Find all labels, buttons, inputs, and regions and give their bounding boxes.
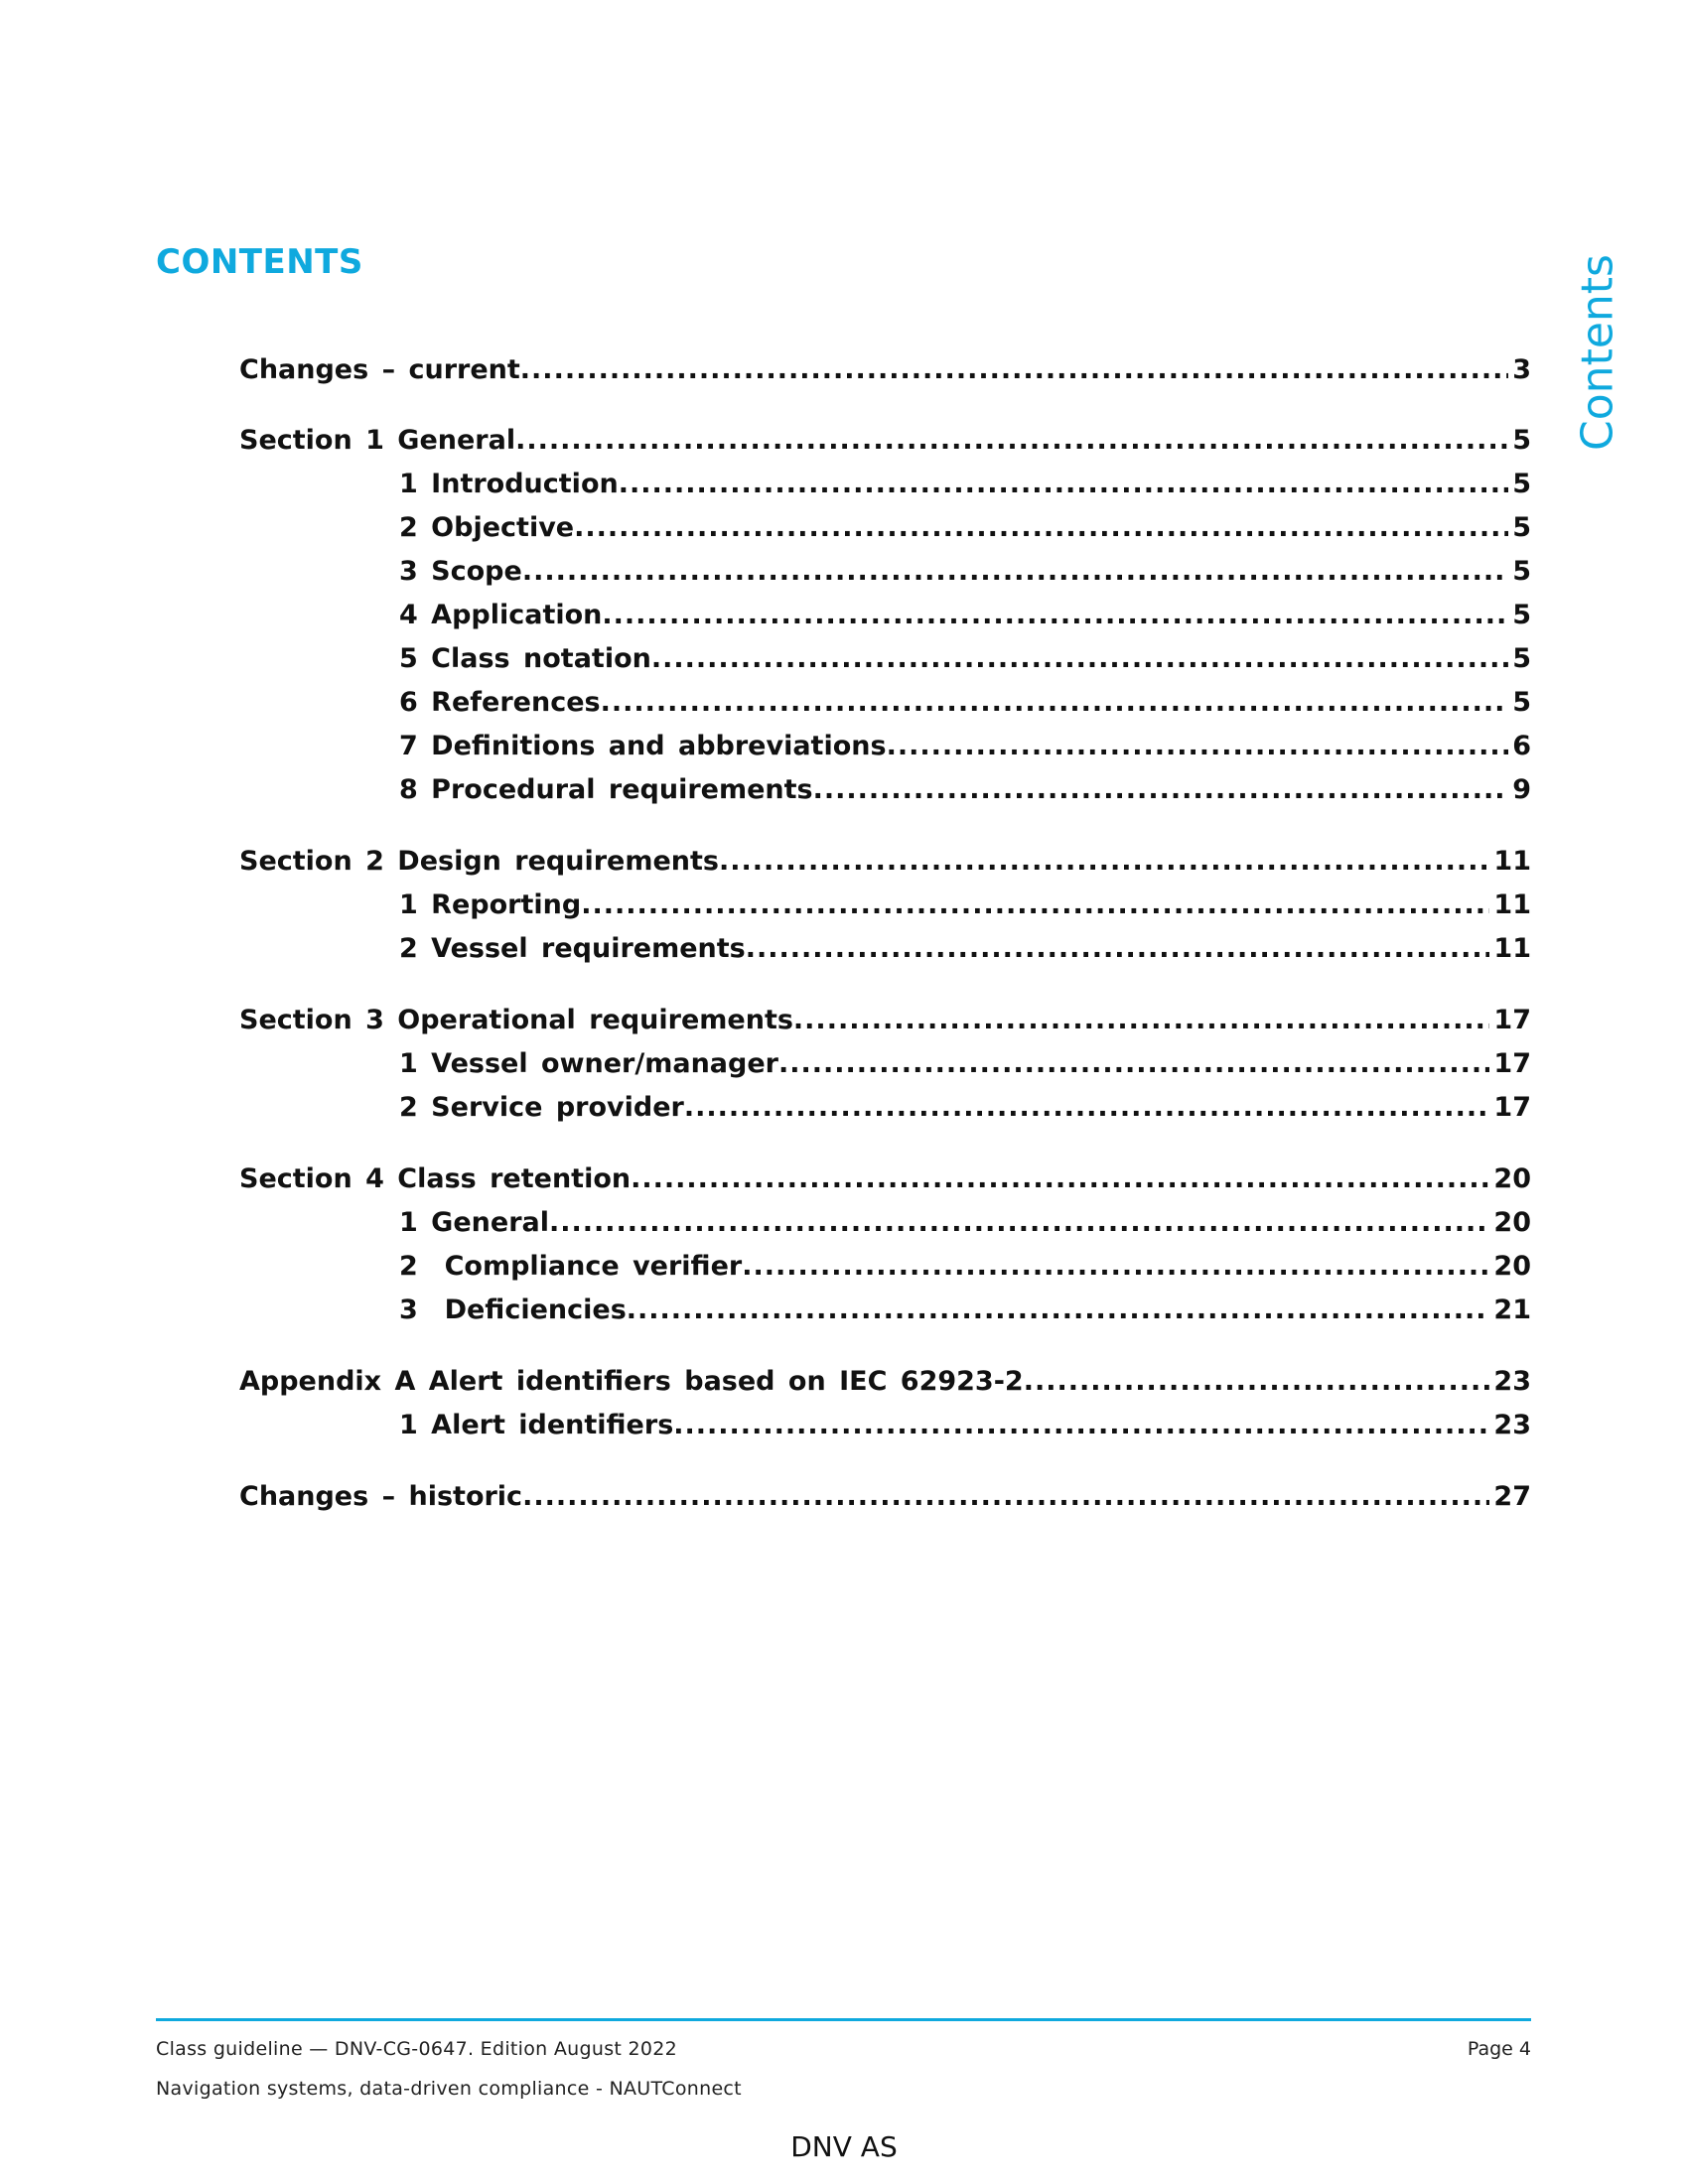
toc-entry-reporting[interactable] bbox=[399, 886, 1531, 925]
toc-entry-page: 5 bbox=[1512, 687, 1531, 718]
dot-leader bbox=[522, 1477, 1489, 1517]
toc-entry-label: 2 Objective bbox=[399, 512, 575, 543]
toc-entry-label: Section 4 Class retention bbox=[239, 1163, 632, 1194]
toc-entry-page: 5 bbox=[1512, 556, 1531, 587]
toc-entry-class-notation[interactable] bbox=[399, 639, 1531, 679]
toc-entry-label: 2 Vessel requirements bbox=[399, 933, 746, 964]
toc-entry-service-provider[interactable] bbox=[399, 1088, 1531, 1128]
toc-entry-page: 5 bbox=[1512, 469, 1531, 499]
toc-entry-compliance-verifier[interactable] bbox=[399, 1247, 1531, 1287]
toc-entry-label: 2 Service provider bbox=[399, 1092, 684, 1123]
toc-entry-application[interactable] bbox=[399, 596, 1531, 635]
toc-entry-label: Section 3 Operational requirements bbox=[239, 1005, 793, 1035]
dot-leader bbox=[601, 683, 1509, 723]
toc-entry-section-1[interactable] bbox=[239, 421, 1531, 461]
dot-leader bbox=[793, 1001, 1490, 1040]
toc-entry-label: Changes – current bbox=[239, 354, 520, 385]
toc-entry-page: 5 bbox=[1512, 512, 1531, 543]
toc-entry-label: Appendix A Alert identifiers based on IEC 62923-2 bbox=[239, 1366, 1024, 1397]
toc-entry-page: 5 bbox=[1512, 643, 1531, 674]
toc-entry-label: 1 Vessel owner/manager bbox=[399, 1048, 778, 1079]
toc-entry-page: 27 bbox=[1493, 1481, 1531, 1512]
dot-leader bbox=[673, 1406, 1489, 1445]
toc-entry-label: Changes – historic bbox=[239, 1481, 523, 1512]
toc-entry-changes-historic[interactable] bbox=[239, 1477, 1531, 1517]
toc-entry-page: 11 bbox=[1493, 889, 1531, 920]
toc-entry-vessel-requirements[interactable] bbox=[399, 929, 1531, 969]
toc-entry-label: 3 Scope bbox=[399, 556, 522, 587]
dot-leader bbox=[813, 770, 1509, 810]
dot-leader bbox=[887, 727, 1509, 766]
toc-entry-label: 4 Application bbox=[399, 600, 603, 630]
dot-leader bbox=[574, 508, 1508, 548]
toc-entry-label: 1 General bbox=[399, 1207, 549, 1238]
company-name: DNV AS bbox=[790, 2130, 898, 2163]
toc-entry-label: 8 Procedural requirements bbox=[399, 774, 813, 805]
toc-entry-label: Section 1 General bbox=[239, 425, 516, 456]
footer-document-subtitle: Navigation systems, data-driven compliance - NAUTConnect bbox=[156, 2078, 742, 2100]
dot-leader bbox=[631, 1160, 1489, 1199]
toc-entry-label: 1 Reporting bbox=[399, 889, 582, 920]
toc-entry-page: 20 bbox=[1493, 1207, 1531, 1238]
toc-entry-label: 6 References bbox=[399, 687, 601, 718]
dot-leader bbox=[719, 842, 1489, 882]
dot-leader bbox=[619, 465, 1508, 504]
footer-info bbox=[156, 2029, 742, 2109]
toc-entry-alert-identifiers[interactable] bbox=[399, 1406, 1531, 1445]
toc-entry-page: 9 bbox=[1512, 774, 1531, 805]
toc-entry-appendix-a[interactable] bbox=[239, 1362, 1531, 1402]
dot-leader bbox=[627, 1291, 1490, 1330]
toc-entry-page: 11 bbox=[1493, 933, 1531, 964]
toc-entry-changes-current[interactable] bbox=[239, 350, 1531, 390]
toc-entry-section-2[interactable] bbox=[239, 842, 1531, 882]
dot-leader bbox=[522, 552, 1508, 592]
dot-leader bbox=[746, 929, 1490, 969]
dot-leader bbox=[515, 421, 1508, 461]
toc-entry-page: 17 bbox=[1493, 1005, 1531, 1035]
dot-leader bbox=[778, 1044, 1489, 1084]
toc-entry-label: 1 Introduction bbox=[399, 469, 619, 499]
toc-entry-page: 11 bbox=[1493, 846, 1531, 877]
side-tab bbox=[1574, 248, 1621, 457]
toc-entry-page: 6 bbox=[1512, 731, 1531, 761]
toc-entry-page: 23 bbox=[1493, 1366, 1531, 1397]
toc-entry-page: 5 bbox=[1512, 600, 1531, 630]
toc-entry-objective[interactable] bbox=[399, 508, 1531, 548]
toc-entry-section-3[interactable] bbox=[239, 1001, 1531, 1040]
dot-leader bbox=[520, 350, 1508, 390]
dot-leader bbox=[549, 1203, 1489, 1243]
toc-entry-page: 23 bbox=[1493, 1410, 1531, 1440]
toc-entry-section-4[interactable] bbox=[239, 1160, 1531, 1199]
dot-leader bbox=[602, 596, 1508, 635]
toc-entry-procedural-requirements[interactable] bbox=[399, 770, 1531, 810]
toc-entry-label: 2 Compliance verifier bbox=[399, 1251, 743, 1282]
toc-entry-page: 20 bbox=[1493, 1163, 1531, 1194]
toc-entry-page: 5 bbox=[1512, 425, 1531, 456]
toc-entry-label: 7 Definitions and abbreviations bbox=[399, 731, 887, 761]
footer-divider bbox=[156, 2018, 1531, 2021]
toc-entry-label: Section 2 Design requirements bbox=[239, 846, 719, 877]
toc-entry-label: 5 Class notation bbox=[399, 643, 651, 674]
toc-entry-references[interactable] bbox=[399, 683, 1531, 723]
side-tab-label: Contents bbox=[1572, 254, 1623, 451]
page-number: Page 4 bbox=[1467, 2038, 1531, 2060]
toc-entry-page: 17 bbox=[1493, 1048, 1531, 1079]
toc-entry-page: 20 bbox=[1493, 1251, 1531, 1282]
page-title: CONTENTS bbox=[156, 242, 363, 282]
footer-document-title: Class guideline — DNV-CG-0647. Edition August 2022 bbox=[156, 2038, 678, 2060]
toc-entry-introduction[interactable] bbox=[399, 465, 1531, 504]
toc-entry-label: 1 Alert identifiers bbox=[399, 1410, 674, 1440]
dot-leader bbox=[742, 1247, 1489, 1287]
toc-entry-general[interactable] bbox=[399, 1203, 1531, 1243]
dot-leader bbox=[581, 886, 1489, 925]
toc-entry-page: 21 bbox=[1493, 1295, 1531, 1325]
toc-entry-definitions[interactable] bbox=[399, 727, 1531, 766]
dot-leader bbox=[684, 1088, 1490, 1128]
toc-entry-scope[interactable] bbox=[399, 552, 1531, 592]
toc-entry-page: 17 bbox=[1493, 1092, 1531, 1123]
toc-entry-vessel-owner[interactable] bbox=[399, 1044, 1531, 1084]
toc-entry-deficiencies[interactable] bbox=[399, 1291, 1531, 1330]
toc-entry-label: 3 Deficiencies bbox=[399, 1295, 627, 1325]
dot-leader bbox=[1024, 1362, 1490, 1402]
dot-leader bbox=[651, 639, 1508, 679]
toc-entry-page: 3 bbox=[1512, 354, 1531, 385]
